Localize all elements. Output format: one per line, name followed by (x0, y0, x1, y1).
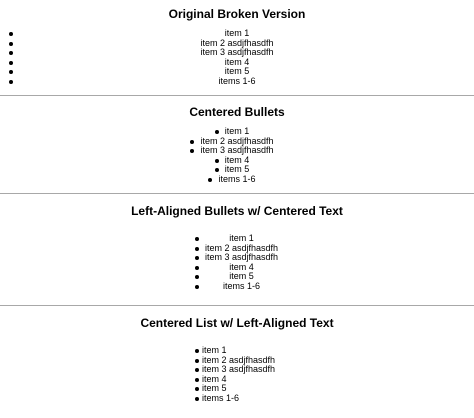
list-item (0, 77, 474, 87)
list-item-label: item 2 asdjfhasdfh (200, 37, 274, 48)
list-item-label: item 5 (202, 383, 227, 394)
list-original-broken (0, 29, 474, 87)
list-item (0, 175, 474, 185)
bullet-icon (195, 378, 199, 382)
list-item-label: item 1 (229, 233, 254, 243)
bullet-icon (215, 159, 219, 163)
bullet-icon (195, 349, 199, 353)
list-item-label: items 1-6 (218, 75, 256, 86)
bullet-icon (9, 61, 13, 65)
bullet-icon (9, 32, 13, 36)
list-item (193, 282, 281, 292)
section-divider (0, 95, 474, 96)
bullet-icon (195, 368, 199, 372)
list-item-label: item 5 (224, 66, 250, 77)
bullet-icon (215, 168, 219, 172)
list-item-label: item 3 asdjfhasdfh (202, 364, 276, 375)
list-item-label: item 3 asdjfhasdfh (200, 47, 274, 58)
bullet-icon (9, 70, 13, 74)
section-heading-original-broken: Original Broken Version (168, 7, 306, 21)
list-item-label: item 2 asdjfhasdfh (204, 242, 279, 253)
list-item-label: item 4 (224, 154, 250, 165)
bullet-icon (190, 140, 194, 144)
bullet-icon (9, 51, 13, 55)
bullet-icon (195, 359, 199, 363)
list-item-label: item 1 (202, 345, 227, 355)
bullet-icon (195, 397, 199, 401)
list-item-label: items 1-6 (222, 280, 260, 291)
bullet-icon (215, 130, 219, 134)
section-divider (0, 193, 474, 194)
list-left-aligned-bullets (193, 234, 281, 292)
bullet-icon (195, 256, 199, 260)
list-item-label: item 2 asdjfhasdfh (200, 135, 274, 146)
list-centered-bullets (0, 127, 474, 185)
section-divider (0, 305, 474, 306)
bullet-icon (195, 387, 199, 391)
section-heading-centered-list-left-text: Centered List w/ Left-Aligned Text (140, 316, 334, 330)
bullet-icon (9, 42, 13, 46)
bullet-icon (208, 178, 212, 182)
list-item-label: item 1 (224, 126, 250, 136)
list-item-label: item 3 asdjfhasdfh (204, 252, 279, 263)
list-item-label: item 4 (224, 56, 250, 67)
list-item-label: item 5 (224, 164, 250, 175)
list-item-label: item 2 asdjfhasdfh (202, 354, 276, 365)
bullet-icon (190, 149, 194, 153)
bullet-icon (195, 285, 199, 289)
list-item-label: items 1-6 (202, 392, 240, 403)
list-item-label: item 4 (202, 373, 227, 384)
bullet-icon (195, 247, 199, 251)
list-centered-left-text (193, 346, 283, 404)
list-item-label: item 3 asdjfhasdfh (200, 145, 274, 156)
section-heading-centered-bullets: Centered Bullets (189, 105, 285, 119)
list-item (193, 394, 283, 404)
list-item-label: item 1 (224, 28, 250, 38)
section-heading-left-aligned-bullets: Left-Aligned Bullets w/ Centered Text (131, 204, 343, 218)
list-item-label: item 4 (229, 261, 254, 272)
bullet-icon (9, 80, 13, 84)
bullet-icon (195, 266, 199, 270)
bullet-icon (195, 237, 199, 241)
bullet-icon (195, 275, 199, 279)
list-item-label: item 5 (229, 271, 254, 282)
list-item-label: items 1-6 (218, 173, 256, 184)
